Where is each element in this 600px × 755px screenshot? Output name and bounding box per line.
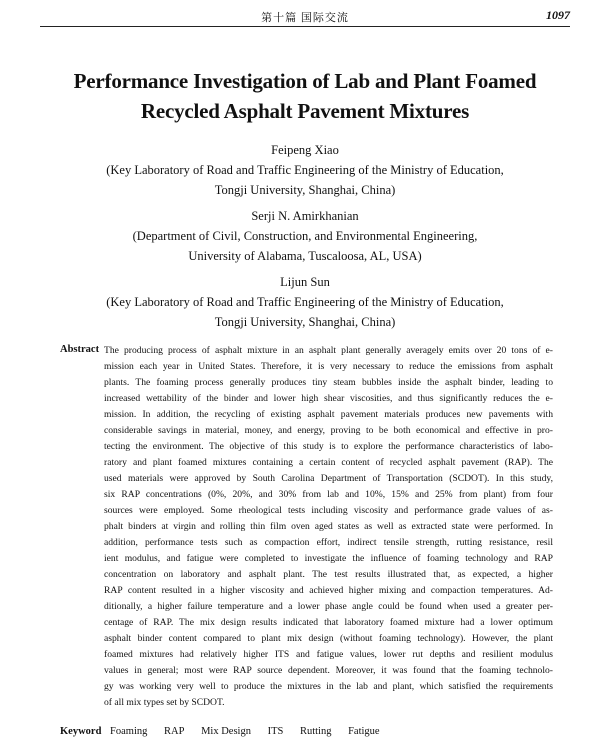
abstract-line: considerable savings in material, money, and energy, proving to be both economical and effective in pro-: [104, 425, 553, 436]
keywords-row: [60, 726, 394, 737]
abstract-line: ditionally, a higher failure temperature and a lower phase angle could be found when used a greater per-: [104, 601, 553, 612]
abstract-line: mission. In addition, the recycling of existing asphalt pavement materials produces new pavements with: [104, 409, 553, 420]
author-block-3: [40, 272, 570, 332]
keyword-item: RAP: [164, 726, 185, 737]
keyword-item: Fatigue: [348, 726, 380, 737]
abstract-line: centage of RAP. The mix design results indicated that laboratory foamed mixture had a lower optimum: [104, 617, 553, 628]
abstract-line: The producing process of asphalt mixture in an asphalt plant generally averagely emits over 20 tons of e-: [104, 345, 553, 356]
abstract-line: ratory and plant foamed mixtures containing a certain content of recycled asphalt pavement (RAP). The: [104, 457, 553, 468]
abstract-line: asphalt binder content compared to plant mix design (without foaming technology). However, the plant: [104, 633, 553, 644]
title-line-1: Performance Investigation of Lab and Plant Foamed: [73, 69, 537, 93]
author-block-1: [40, 140, 570, 200]
title-line-2: Recycled Asphalt Pavement Mixtures: [140, 99, 470, 123]
author-block-2: [40, 206, 570, 266]
author-affiliation-line: University of Alabama, Tuscaloosa, AL, USA): [188, 249, 422, 263]
abstract-line: sources were employed. Some rheological tests including viscosity and performance grade values of as-: [104, 505, 553, 516]
keyword-item: Mix Design: [201, 726, 251, 737]
abstract-line: ient modulus, and fatigue were completed to investigate the influence of foaming technology and RAP: [104, 553, 553, 564]
header-section-title: 第十篇 国际交流: [261, 12, 349, 24]
abstract-line: plants. The foaming process generally produces tiny steam bubbles inside the asphalt binder, leading to: [104, 377, 553, 388]
page-number: 1097: [546, 8, 570, 22]
abstract-line: foamed mixtures had relatively higher ITS and fatigue values, lower rut depths and resilient modulus: [104, 649, 553, 660]
author-affiliation-line: (Key Laboratory of Road and Traffic Engineering of the Ministry of Education,: [106, 163, 504, 177]
abstract-line: addition, performance tests such as compaction effort, indirect tensile strength, rutting resistance, resil: [104, 537, 553, 548]
author-name: Feipeng Xiao: [271, 143, 339, 157]
abstract-line: phalt binders at virgin and rolling thin film oven aged states as well as extracted state were performed. In: [104, 521, 553, 532]
abstract-line: six RAP concentrations (0%, 20%, and 30% from lab and 10%, 15% and 25% from plant) from four: [104, 489, 553, 500]
author-affiliation-line: Tongji University, Shanghai, China): [214, 315, 396, 329]
abstract-line-last: of all mix types set by SCDOT.: [104, 697, 225, 708]
author-name: Lijun Sun: [280, 275, 330, 289]
abstract-label: Abstract: [60, 344, 100, 355]
abstract-line: RAP content resulted in a higher viscosity and achieved higher mixing and compaction temperatures. Ad-: [104, 585, 553, 596]
paper-title: [40, 66, 570, 126]
keywords-label: Keyword: [60, 726, 102, 737]
author-affiliation-line: Tongji University, Shanghai, China): [214, 183, 396, 197]
keyword-item: ITS: [267, 726, 284, 737]
abstract-line: used materials were approved by South Carolina Department of Transportation (SCDOT). In this study,: [104, 473, 553, 484]
author-name: Serji N. Amirkhanian: [251, 209, 359, 223]
running-header: [40, 8, 570, 27]
abstract-line: increased wettability of the binder and lower high shear viscosities, and thus significantly reduces the e-: [104, 393, 553, 404]
abstract-line: gy was working very well to produce the mixtures in the lab and plant, which satisfied the requirements: [104, 681, 553, 692]
author-affiliation-line: (Department of Civil, Construction, and Environmental Engineering,: [132, 229, 478, 243]
abstract-line: values in general; most were RAP source dependent. Moreover, it was found that the foaming technolo-: [104, 665, 553, 676]
keyword-item: Rutting: [299, 726, 332, 737]
author-affiliation-line: (Key Laboratory of Road and Traffic Engineering of the Ministry of Education,: [106, 295, 504, 309]
abstract-line: mission each year in United States. Therefore, it is very necessary to reduce the emissions from asphalt: [104, 361, 553, 372]
abstract-line: tecting the environment. The objective of this study is to explore the performance characteristics of labo-: [104, 441, 553, 452]
abstract-line: concentration on laboratory and asphalt plant. The test results illustrated that, as expected, a higher: [104, 569, 553, 580]
keyword-item: Foaming: [110, 726, 148, 737]
